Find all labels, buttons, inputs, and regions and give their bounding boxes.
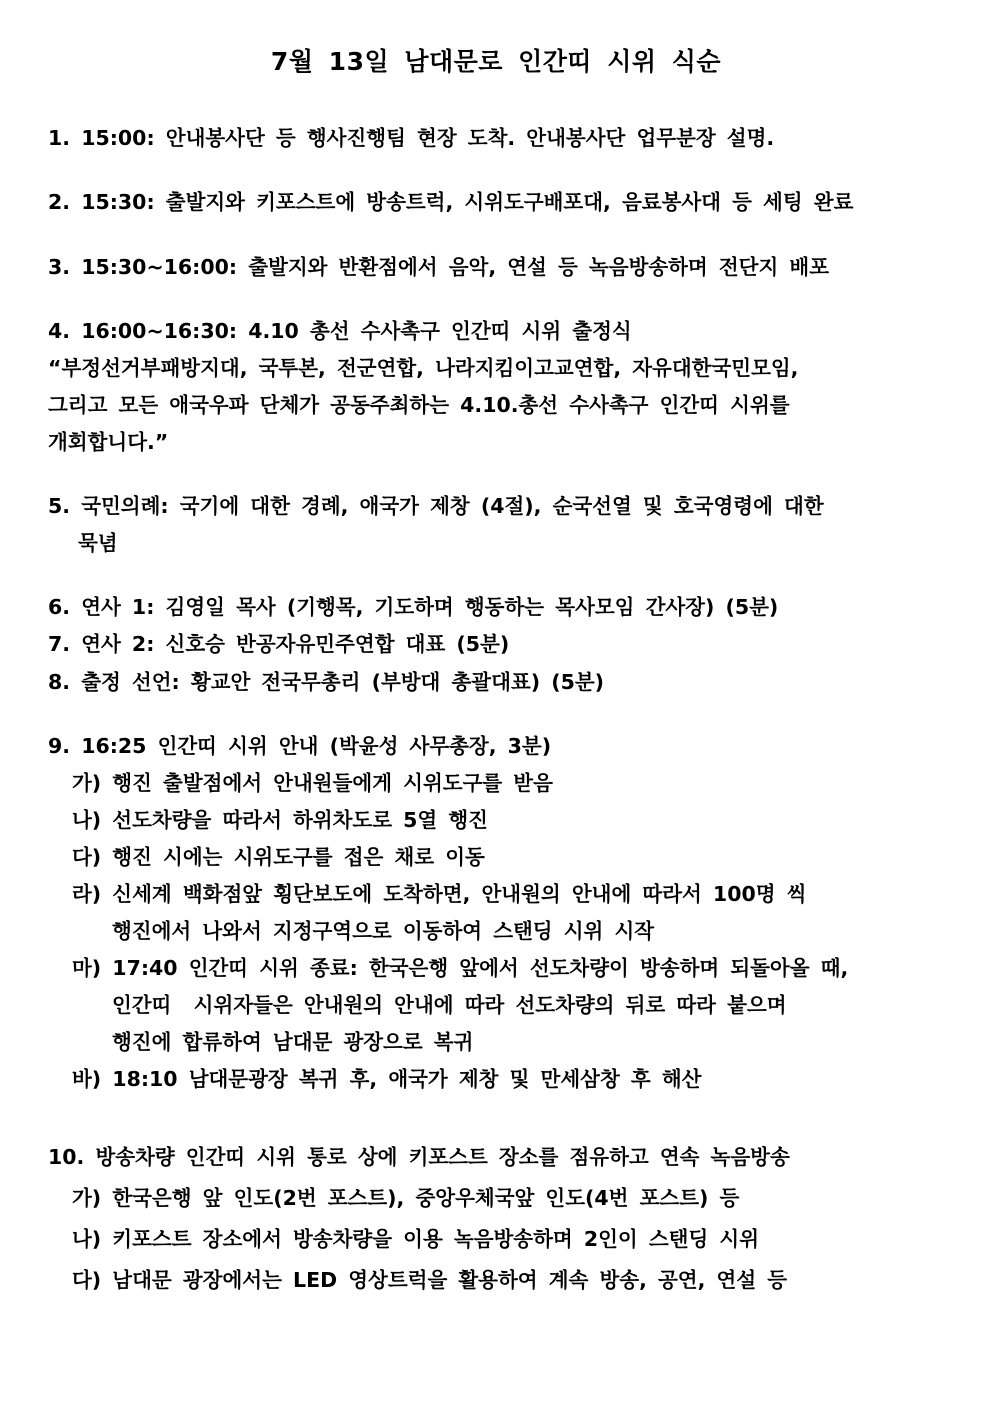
agenda-item-10-sub-a: 가) 한국은행 앞 인도(2번 포스트), 중앙우체국앞 인도(4번 포스트) 등: [72, 1186, 740, 1210]
agenda-item-4-quote-line-2: 그리고 모든 애국우파 단체가 공동주최하는 4.10.총선 수사촉구 인간띠 시위를: [48, 393, 790, 417]
agenda-item-9-sub-d-line-1: 라) 신세계 백화점앞 횡단보도에 도착하면, 안내원의 안내에 따라서 100명 씩: [72, 882, 807, 906]
agenda-item-9-sub-c: 다) 행진 시에는 시위도구를 접은 채로 이동: [72, 845, 485, 869]
agenda-item-9-sub-b: 나) 선도차량을 따라서 하위차도로 5열 행진: [72, 808, 488, 832]
agenda-item-5: 5. 국민의례: 국기에 대한 경례, 애국가 제창 (4절), 순국선열 및 호국영령에 대한: [48, 494, 824, 518]
agenda-item-4: 4. 16:00~16:30: 4.10 총선 수사촉구 인간띠 시위 출정식: [48, 319, 632, 343]
agenda-item-7: 7. 연사 2: 신호승 반공자유민주연합 대표 (5분): [48, 632, 510, 656]
agenda-item-6: 6. 연사 1: 김영일 목사 (기행목, 기도하며 행동하는 목사모임 간사장) (5분): [48, 595, 779, 619]
agenda-item-8: 8. 출정 선언: 황교안 전국무총리 (부방대 총괄대표) (5분): [48, 670, 605, 694]
agenda-item-1: 1. 15:00: 안내봉사단 등 행사진행팀 현장 도착. 안내봉사단 업무분장 설명.: [48, 126, 775, 150]
document-title: 7월 13일 남대문로 인간띠 시위 식순: [270, 47, 722, 76]
agenda-item-9-sub-e-line-2: 인간띠 시위자들은 안내원의 안내에 따라 선도차량의 뒤로 따라 붙으며: [112, 993, 787, 1017]
agenda-item-4-quote-line-1: “부정선거부패방지대, 국투본, 전군연합, 나라지킴이고교연합, 자유대한국민모임,: [48, 356, 799, 380]
agenda-item-2: 2. 15:30: 출발지와 키포스트에 방송트럭, 시위도구배포대, 음료봉사대 등 세팅 완료: [48, 190, 854, 214]
agenda-item-9: 9. 16:25 인간띠 시위 안내 (박윤성 사무총장, 3분): [48, 734, 552, 758]
agenda-item-9-sub-d-line-2: 행진에서 나와서 지정구역으로 이동하여 스탠딩 시위 시작: [112, 919, 655, 943]
agenda-item-3: 3. 15:30~16:00: 출발지와 반환점에서 음악, 연설 등 녹음방송하며 전단지 배포: [48, 255, 830, 279]
agenda-item-9-sub-f: 바) 18:10 남대문광장 복귀 후, 애국가 제창 및 만세삼창 후 해산: [72, 1067, 702, 1091]
agenda-item-4-quote-line-3: 개회합니다.”: [48, 430, 169, 454]
agenda-item-5-continuation: 묵념: [78, 531, 118, 555]
agenda-item-10: 10. 방송차량 인간띠 시위 통로 상에 키포스트 장소를 점유하고 연속 녹음방송: [48, 1145, 790, 1169]
agenda-item-9-sub-a: 가) 행진 출발점에서 안내원들에게 시위도구를 받음: [72, 771, 553, 795]
agenda-item-9-sub-e-line-1: 마) 17:40 인간띠 시위 종료: 한국은행 앞에서 선도차량이 방송하며 되돌아올 때,: [72, 956, 849, 980]
agenda-item-9-sub-e-line-3: 행진에 합류하여 남대문 광장으로 복귀: [112, 1030, 474, 1054]
agenda-item-10-sub-c: 다) 남대문 광장에서는 LED 영상트럭을 활용하여 계속 방송, 공연, 연설 등: [72, 1268, 788, 1292]
agenda-item-10-sub-b: 나) 키포스트 장소에서 방송차량을 이용 녹음방송하며 2인이 스탠딩 시위: [72, 1227, 760, 1251]
